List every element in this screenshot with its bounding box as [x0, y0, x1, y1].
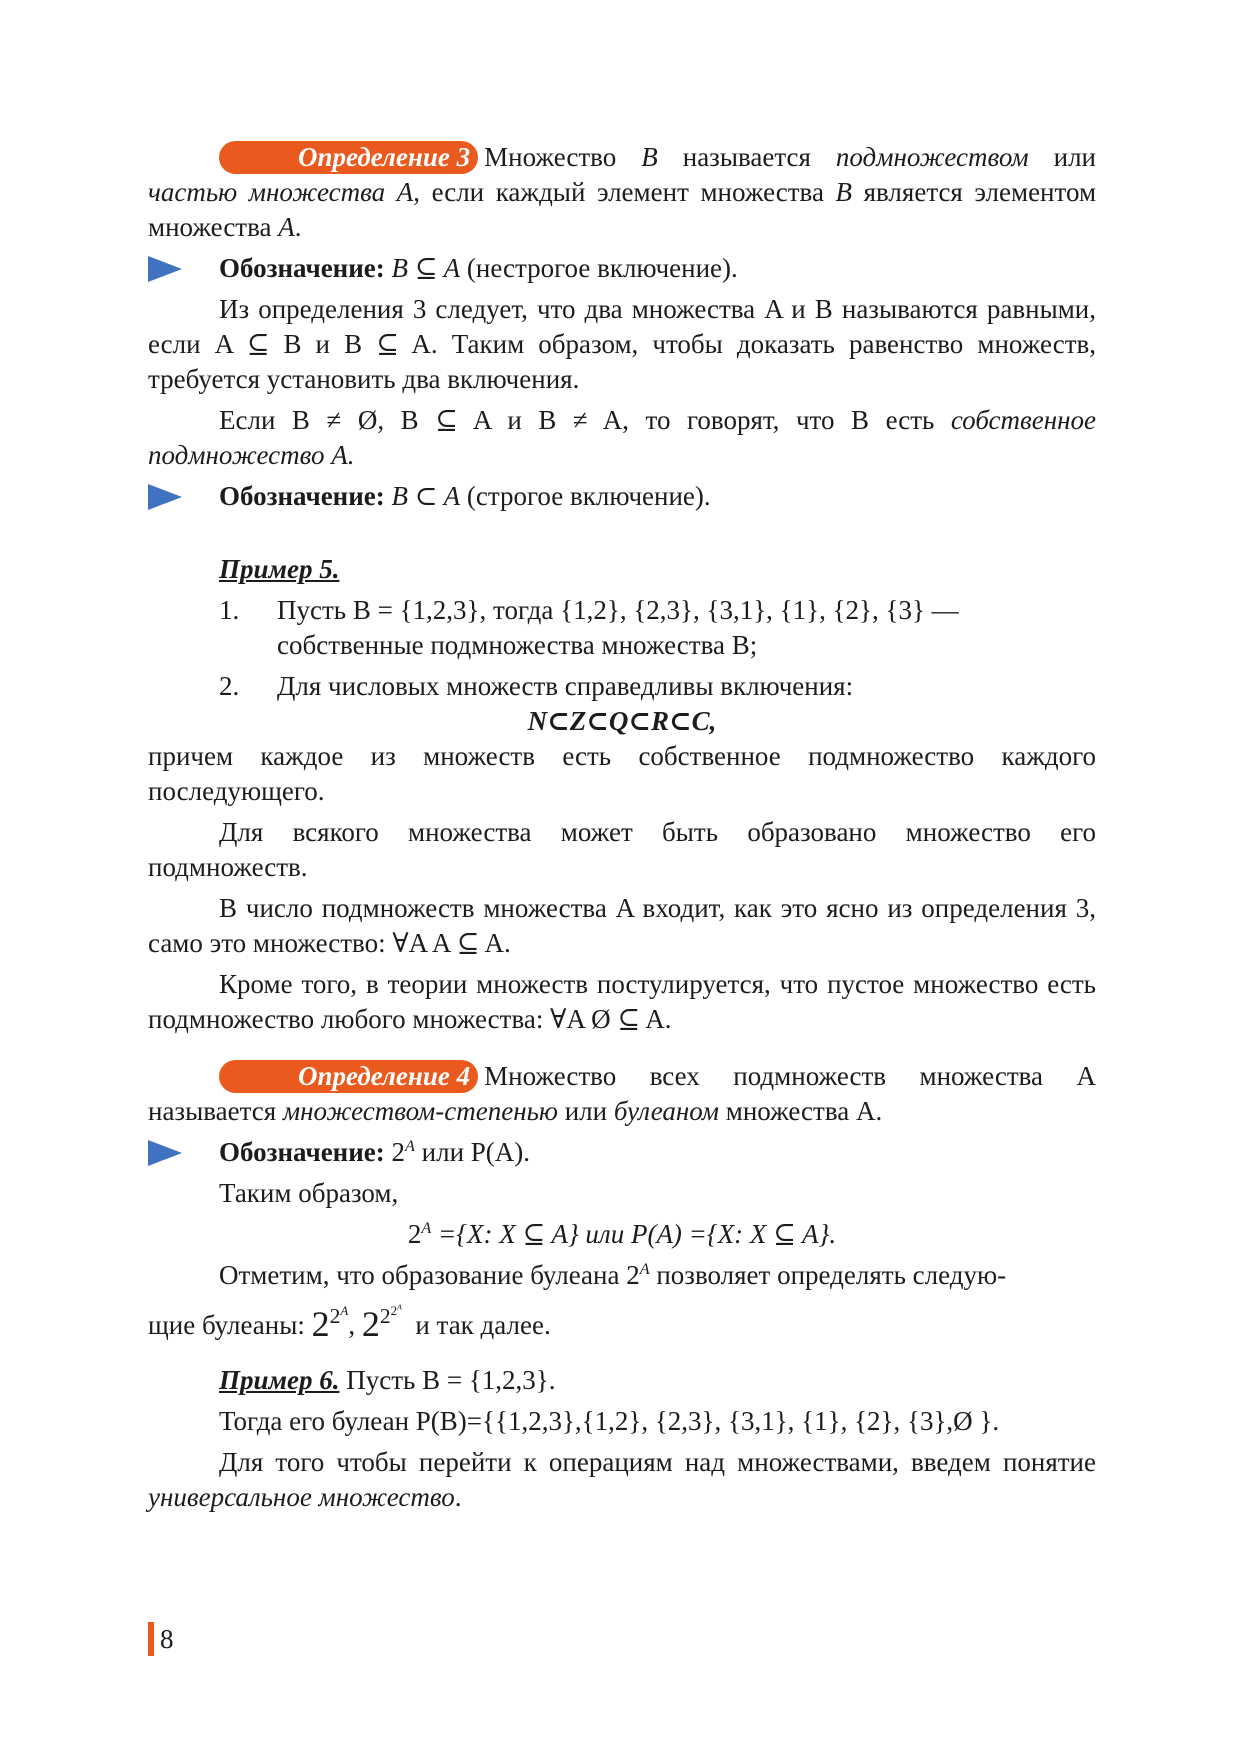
- paragraph-powerset-intro: Для всякого множества может быть образовано множество его подмножеств.: [148, 817, 1096, 882]
- triangle-marker-icon: [148, 484, 182, 510]
- paragraph-thus: Таким образом,: [219, 1178, 399, 1208]
- triangle-marker-icon: [148, 256, 182, 282]
- paragraph-empty-subset: Кроме того, в теории множеств постулируется, что пустое множество есть подмножество любого множества: ∀A Ø ⊆ A.: [148, 969, 1096, 1034]
- page-number: 8: [160, 1623, 174, 1654]
- paragraph-after-formula: причем каждое из множеств есть собственное подмножество каждого последующего.: [148, 741, 1096, 806]
- paragraph-iterated-powersets: щие булеаны: $2^{2^A}$, $2^{2^{2^A}}$ и так далее.: [148, 1302, 551, 1344]
- paragraph-proper-subset: Если B ≠ Ø, B ⊆ A и B ≠ A, то говорят, что B есть собственное подмножество A.: [148, 405, 1097, 470]
- definition-badge: Определение 3: [219, 141, 478, 174]
- paragraph-boolean-example: Тогда его булеан P(B)={{1,2,3},{1,2}, {2,3}, {3,1}, {1}, {2}, {3},Ø }.: [219, 1406, 1000, 1436]
- power-tower-1: $2^{2^A}$: [311, 1302, 349, 1344]
- page-footer: [148, 1622, 174, 1656]
- notation-3: Обозначение: $2^A$ или P(A).: [148, 1135, 1096, 1170]
- power-tower-2: $2^{2^{2^A}}$: [361, 1302, 402, 1344]
- definition-3: Определение 3 Множество B называется подмножеством или частью множества A, если каждый элемент множества B является элементом множества A.: [148, 142, 1097, 242]
- formula-powerset: $2^A =\{X$: X ⊆ A} или P(A) ={X: X ⊆ A}.: [407, 1219, 837, 1249]
- page-content: [148, 140, 1096, 1515]
- example-5-title: Пример 5.: [219, 554, 340, 584]
- paragraph-universal-set: Для того чтобы перейти к операциям над множествами, введем понятие универсальное множество.: [148, 1447, 1096, 1512]
- paragraph-self-subset: В число подмножеств множества A входит, как это ясно из определения 3, само это множество: ∀A A ⊆ A.: [148, 893, 1096, 958]
- definition-4: Определение 4 Множество всех подмножеств множества A называется множеством-степенью или булеаном множества A.: [148, 1061, 1096, 1126]
- notation-2: Обозначение: B ⊂ A (строгое включение).: [148, 479, 1096, 514]
- notation-1: Обозначение: B ⊆ A (нестрогое включение).: [148, 251, 1096, 286]
- list-item: 1. Пусть B = {1,2,3}, тогда {1,2}, {2,3}, {3,1}, {1}, {2}, {3} — собственные подмножества множества B;: [219, 595, 959, 660]
- example-6: Пример 6. Пусть B = {1,2,3}.: [219, 1365, 556, 1395]
- page-number-bar: [148, 1622, 154, 1656]
- list-item: 2. Для числовых множеств справедливы включения:: [219, 671, 854, 701]
- triangle-marker-icon: [148, 1140, 182, 1166]
- formula-number-sets: N⊂Z⊂Q⊂R⊂C,: [527, 706, 717, 736]
- paragraph-note: Отметим, что образование булеана $2^A$ позволяет определять следую-: [219, 1260, 1007, 1290]
- definition-badge: Определение 4: [219, 1060, 478, 1093]
- paragraph-equality: Из определения 3 следует, что два множества A и B называются равными, если A ⊆ B и B ⊆ A. Таким образом, чтобы доказать равенство множеств, требуется установить два включения.: [148, 294, 1096, 394]
